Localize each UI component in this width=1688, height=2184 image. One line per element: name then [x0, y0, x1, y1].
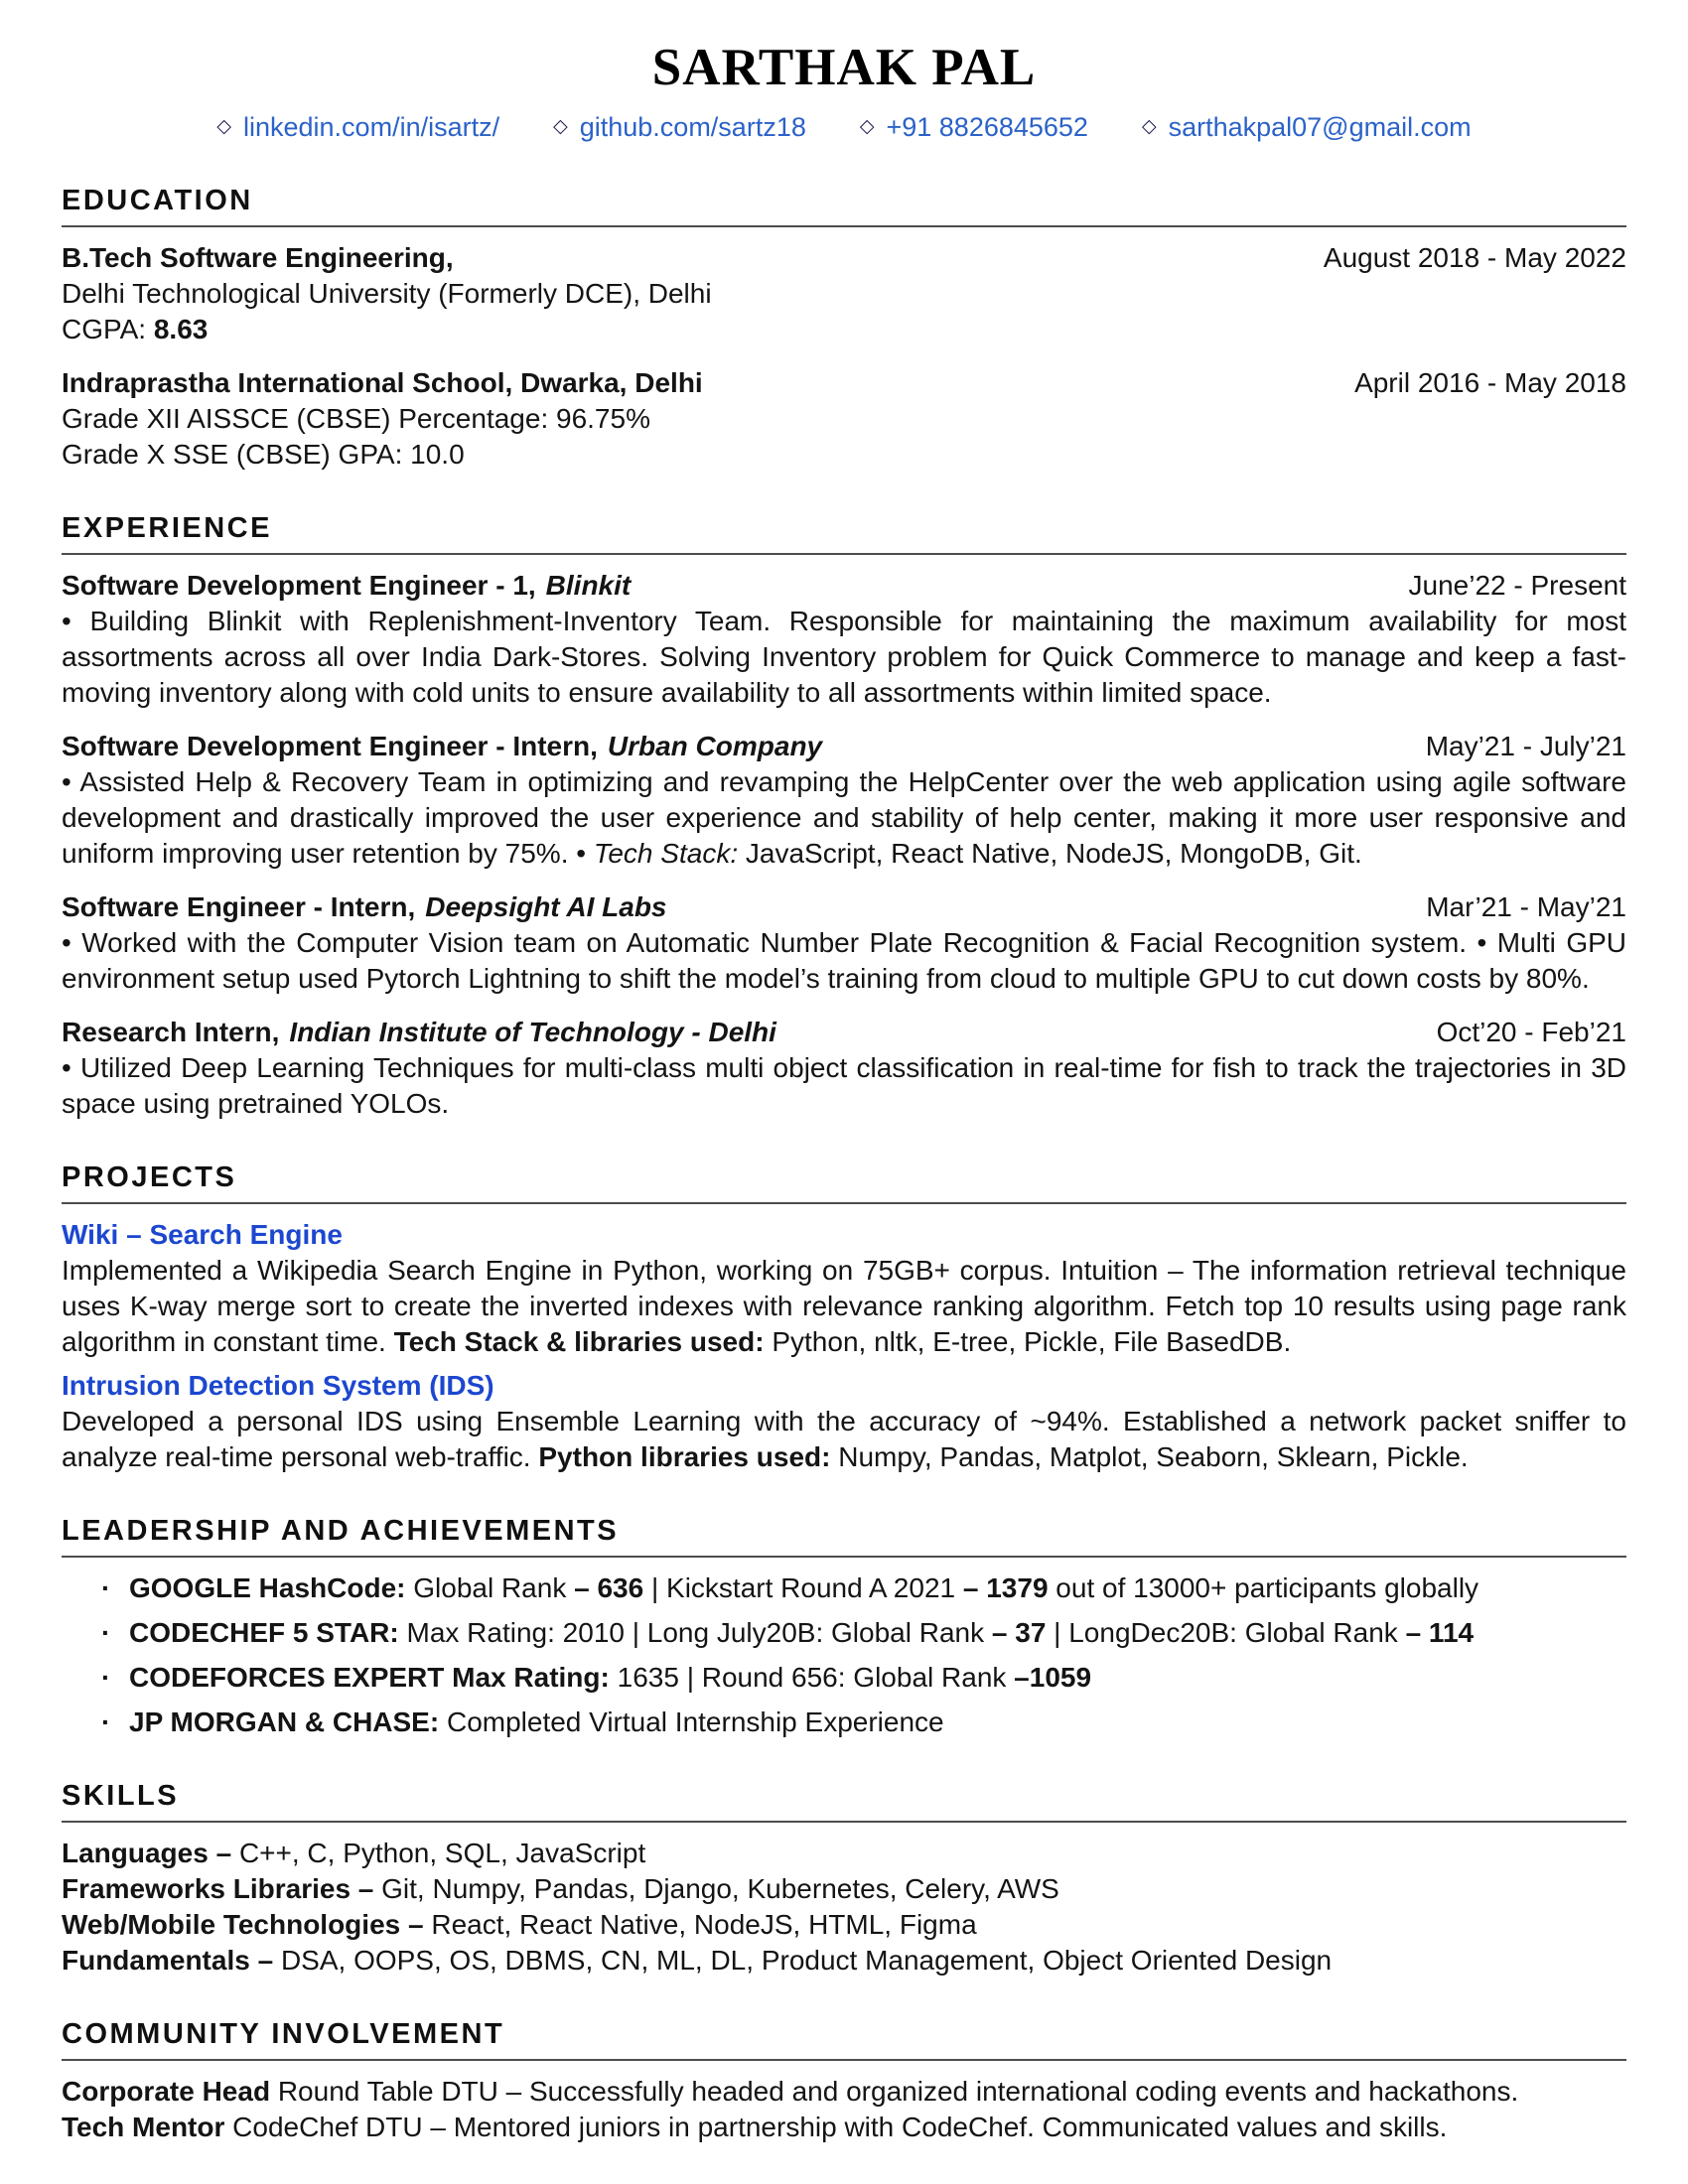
section-divider [62, 1556, 1626, 1558]
community-line-corporate-head [62, 2074, 1626, 2110]
achievement-text-segment: Completed Virtual Internship Experience [439, 1706, 944, 1737]
bullet-icon: · [101, 1572, 111, 1603]
skills-section [62, 1780, 1626, 1979]
project-item [62, 1368, 1626, 1475]
experience-item [62, 1015, 1626, 1122]
experience-body-text: • Assisted Help & Recovery Team in optimizing and revamping the HelpCenter over the web application using agile software development and drastically improved the user experience and stability of help center, making it more user responsive and uniform improving user retention by 75%. • [62, 766, 1626, 869]
achievement-text [129, 1660, 1091, 1696]
skill-values: React, React Native, NodeJS, HTML, Figma [431, 1909, 977, 1940]
skill-line-fundamentals [62, 1943, 1626, 1979]
experience-company: Indian Institute of Technology - Delhi [289, 1017, 776, 1047]
skill-values: C++, C, Python, SQL, JavaScript [238, 1838, 646, 1868]
skill-category: Web/Mobile Technologies – [62, 1909, 432, 1940]
contact-item-phone [860, 109, 1088, 145]
experience-body-text: • Utilized Deep Learning Techniques for multi-class multi object classification in real-time for fish to track the trajectories in 3D space using pretrained YOLOs. [62, 1052, 1626, 1119]
achievement-text [129, 1705, 944, 1740]
experience-heading-row [62, 568, 1626, 604]
skill-category: Fundamentals – [62, 1945, 281, 1976]
bullet-icon: · [101, 1706, 111, 1737]
experience-body-text: • Worked with the Computer Vision team on Automatic Number Plate Recognition & Facial Recognition system. • Multi GPU environment setup used Pytorch Lightning to shift the model’s training from cloud to multiple GPU to cut down costs by 80%. [62, 927, 1626, 994]
education-detail [62, 437, 1626, 473]
education-item [62, 365, 1626, 473]
skill-values: DSA, OOPS, OS, DBMS, CN, ML, DL, Product Management, Object Oriented Design [280, 1945, 1333, 1976]
skill-line-web-mobile [62, 1907, 1626, 1943]
achievement-bold-segment: GOOGLE HashCode: [129, 1572, 406, 1603]
education-detail-label: Grade X SSE (CBSE) GPA: 10.0 [62, 439, 465, 470]
achievement-text-segment: 1635 | Round 656: Global Rank [609, 1662, 1015, 1693]
bullet-icon: · [101, 1617, 111, 1648]
section-divider [62, 553, 1626, 555]
achievement-bold-segment: JP MORGAN & CHASE: [129, 1706, 440, 1737]
experience-item [62, 889, 1626, 997]
experience-date: May’21 - July’21 [1425, 731, 1626, 761]
education-institution: Delhi Technological University (Formerly DCE), Delhi [62, 278, 712, 309]
experience-role: Software Engineer - Intern, [62, 891, 416, 922]
achievements-body [62, 1570, 1626, 1740]
section-divider [62, 1202, 1626, 1204]
experience-description [62, 604, 1626, 711]
achievement-text-segment: Global Rank [405, 1572, 575, 1603]
achievement-bold-segment: – 636 [574, 1572, 644, 1603]
community-body [62, 2074, 1626, 2145]
section-divider [62, 1821, 1626, 1823]
education-heading-row [62, 240, 1626, 276]
linkedin-link[interactable]: linkedin.com/in/isartz/ [243, 112, 500, 142]
achievement-bold-segment: CODEFORCES EXPERT Max Rating: [129, 1662, 610, 1693]
projects-section [62, 1161, 1626, 1475]
project-body-text: Implemented a Wikipedia Search Engine in Python, working on 75GB+ corpus. Intuition – The information retrieval technique uses K-way merge sort to create the inverted indexes with relevance ranking algorithm. Fetch top 10 results using page rank algorithm in constant time. [62, 1255, 1626, 1357]
education-detail [62, 312, 1626, 347]
project-link-wiki-search-engine[interactable]: Wiki – Search Engine [62, 1219, 343, 1250]
education-date: August 2018 - May 2022 [1323, 242, 1626, 273]
achievement-bold-segment: –1059 [1014, 1662, 1092, 1693]
experience-company: Urban Company [607, 731, 823, 761]
experience-section-title: EXPERIENCE [62, 512, 272, 544]
achievement-item [62, 1705, 1626, 1740]
diamond-icon: ◇ [553, 116, 568, 137]
community-description: CodeChef DTU – Mentored juniors in partnership with CodeChef. Communicated values and skills. [232, 2112, 1448, 2142]
project-stack-label: Tech Stack & libraries used: [393, 1326, 765, 1357]
project-stack-label: Python libraries used: [538, 1441, 831, 1472]
project-stack-value: Numpy, Pandas, Matplot, Seaborn, Sklearn, Pickle. [830, 1441, 1469, 1472]
education-detail-value: 8.63 [153, 314, 209, 344]
experience-company: Deepsight AI Labs [425, 891, 667, 922]
skill-line-languages [62, 1836, 1626, 1871]
achievement-text-segment: Max Rating: 2010 | Long July20B: Global Rank [398, 1617, 992, 1648]
skill-category: Frameworks Libraries – [62, 1873, 382, 1904]
achievement-bold-segment: – 1379 [962, 1572, 1049, 1603]
achievement-text [129, 1570, 1478, 1606]
experience-heading-row [62, 889, 1626, 925]
skill-values: Git, Numpy, Pandas, Django, Kubernetes, Celery, AWS [381, 1873, 1059, 1904]
experience-description [62, 925, 1626, 997]
project-description [62, 1404, 1626, 1475]
achievement-item [62, 1615, 1626, 1651]
project-description [62, 1253, 1626, 1360]
experience-role-company [62, 1015, 776, 1050]
contact-item-email [1142, 109, 1472, 145]
project-link-intrusion-detection-system[interactable]: Intrusion Detection System (IDS) [62, 1370, 494, 1401]
achievement-item [62, 1570, 1626, 1606]
achievements-section [62, 1515, 1626, 1740]
phone-link[interactable]: +91 8826845652 [886, 112, 1088, 142]
skill-category: Languages – [62, 1838, 239, 1868]
experience-item [62, 729, 1626, 872]
section-divider [62, 2059, 1626, 2061]
skill-line-frameworks [62, 1871, 1626, 1907]
experience-item [62, 568, 1626, 711]
experience-role: Software Development Engineer - Intern, [62, 731, 598, 761]
education-body [62, 240, 1626, 473]
experience-heading-row [62, 1015, 1626, 1050]
contact-bar [62, 109, 1626, 145]
education-school: Indraprastha International School, Dwarka, Delhi [62, 367, 703, 398]
diamond-icon: ◇ [216, 116, 231, 137]
experience-description [62, 764, 1626, 872]
achievement-bold-segment: – 114 [1405, 1617, 1475, 1648]
experience-company: Blinkit [545, 570, 632, 601]
achievement-item [62, 1660, 1626, 1696]
email-link[interactable]: sarthakpal07@gmail.com [1168, 112, 1472, 142]
project-stack-value: Python, nltk, E-tree, Pickle, File BasedDB. [764, 1326, 1292, 1357]
resume-header [62, 38, 1626, 145]
experience-role: Software Development Engineer - 1, [62, 570, 536, 601]
contact-item-github [553, 109, 806, 145]
section-divider [62, 225, 1626, 227]
experience-role: Research Intern, [62, 1017, 280, 1047]
project-item [62, 1217, 1626, 1360]
education-degree: B.Tech Software Engineering, [62, 242, 454, 273]
education-heading-row [62, 365, 1626, 401]
project-body-text: Developed a personal IDS using Ensemble Learning with the accuracy of ~94%. Established a network packet sniffer to analyze real-time personal web-traffic. [62, 1406, 1626, 1472]
projects-section-title: PROJECTS [62, 1161, 237, 1193]
community-description: Round Table DTU – Successfully headed and organized international coding events and hackathons. [277, 2076, 1519, 2107]
education-section [62, 185, 1626, 473]
experience-role-company [62, 729, 822, 764]
community-section-title: COMMUNITY INVOLVEMENT [62, 2018, 505, 2050]
experience-body-text: • Building Blinkit with Replenishment-Inventory Team. Responsible for maintaining the maximum availability for most assortments across all over India Dark-Stores. Solving Inventory problem for Quick Commerce to manage and keep a fast-moving inventory along with cold units to ensure availability to all assortments within limited space. [62, 606, 1626, 708]
github-link[interactable]: github.com/sartz18 [579, 112, 806, 142]
experience-heading-row [62, 729, 1626, 764]
experience-section [62, 512, 1626, 1122]
achievement-text [129, 1615, 1474, 1651]
experience-description [62, 1050, 1626, 1122]
experience-role-company [62, 568, 631, 604]
skills-body [62, 1836, 1626, 1979]
community-line-tech-mentor [62, 2110, 1626, 2145]
community-section [62, 2018, 1626, 2145]
contact-item-linkedin [216, 109, 499, 145]
education-grade-xii: Grade XII AISSCE (CBSE) Percentage: 96.75% [62, 403, 650, 434]
achievement-text-segment: | Kickstart Round A 2021 [643, 1572, 963, 1603]
achievement-text-segment: | LongDec20B: Global Rank [1046, 1617, 1406, 1648]
experience-body [62, 568, 1626, 1122]
education-item [62, 240, 1626, 347]
experience-date: Mar’21 - May’21 [1426, 891, 1626, 922]
education-date: April 2016 - May 2018 [1354, 367, 1626, 398]
education-detail-label: CGPA: [62, 314, 154, 344]
tech-stack-label: Tech Stack: [593, 838, 739, 869]
diamond-icon: ◇ [859, 116, 875, 137]
education-section-title: EDUCATION [62, 185, 253, 216]
experience-role-company [62, 889, 667, 925]
experience-date: Oct’20 - Feb’21 [1436, 1017, 1626, 1047]
achievements-section-title: LEADERSHIP AND ACHIEVEMENTS [62, 1515, 620, 1547]
bullet-icon: · [101, 1662, 111, 1693]
diamond-icon: ◇ [1141, 116, 1157, 137]
tech-stack-value: JavaScript, React Native, NodeJS, MongoDB, Git. [738, 838, 1362, 869]
community-role: Tech Mentor [62, 2112, 233, 2142]
experience-date: June’22 - Present [1408, 570, 1626, 601]
community-role: Corporate Head [62, 2076, 278, 2107]
achievement-text-segment: out of 13000+ participants globally [1048, 1572, 1479, 1603]
achievement-bold-segment: CODECHEF 5 STAR: [129, 1617, 399, 1648]
projects-body [62, 1217, 1626, 1475]
candidate-name: SARTHAK PAL [651, 39, 1037, 96]
skills-section-title: SKILLS [62, 1780, 180, 1812]
achievement-bold-segment: – 37 [991, 1617, 1047, 1648]
